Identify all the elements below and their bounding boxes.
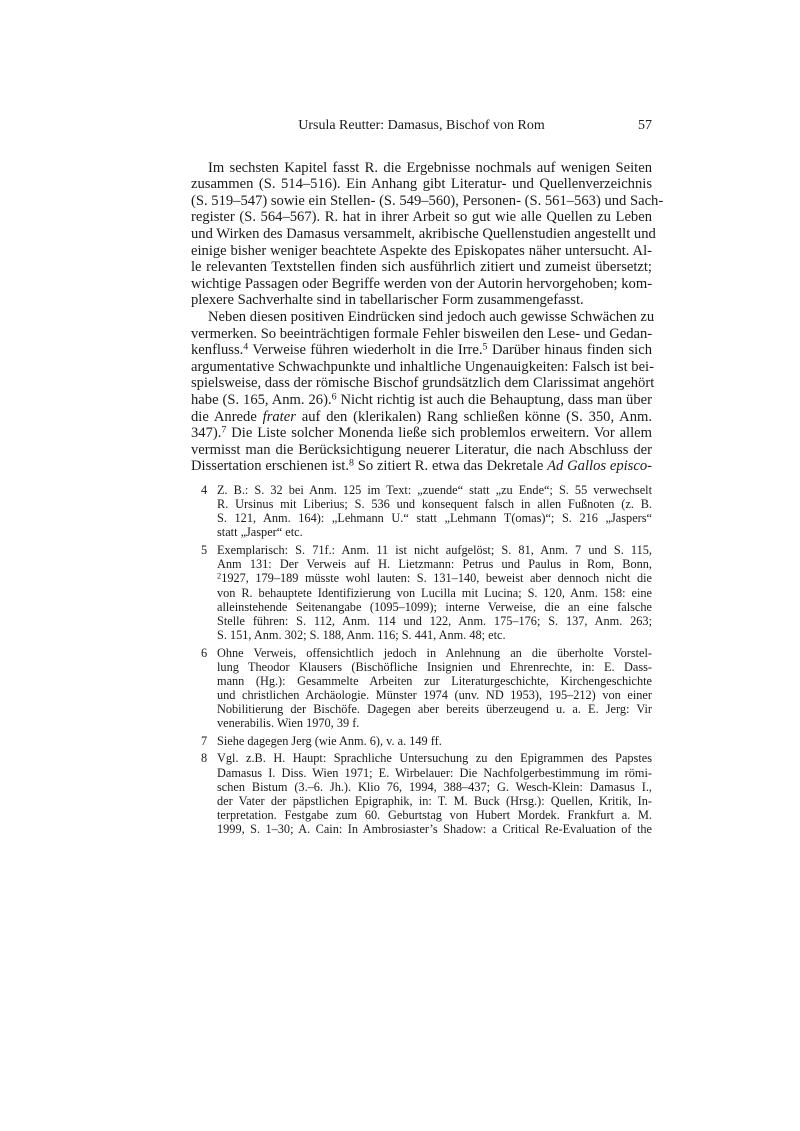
text-run: register (S. 564–567). R. hat in ihrer Arbeit so gut wie alle Quellen zu Leben: [191, 209, 652, 226]
text-run: Anm 131: Der Verweis auf H. Lietzmann: Petrus und Paulus in Rom, Bonn,: [217, 557, 652, 572]
footnote-line: [217, 660, 652, 674]
footnote-8: [191, 751, 652, 836]
footnote-number: 5: [201, 542, 208, 557]
paragraph-1-line: [191, 259, 652, 276]
footnote-marker: 8: [348, 457, 354, 469]
paragraph-2-line: [191, 442, 652, 459]
text-run: statt „Jasper“ etc.: [217, 525, 303, 540]
paragraph-2-line: [191, 309, 655, 326]
text-run: vermerken. So beeinträchtigen formale Fehler bisweilen den Lese- und Gedan-: [191, 325, 653, 342]
page-number: 57: [638, 118, 652, 133]
text-run: kenfluss.: [191, 342, 244, 359]
paragraph-2-line: [191, 425, 652, 442]
footnote-marker: 4: [243, 341, 249, 353]
footnote-line: [217, 702, 652, 716]
footnote-line: [217, 766, 652, 780]
text-run: S. 151, Anm. 302; S. 188, Anm. 116; S. 441, Anm. 48; etc.: [217, 628, 506, 643]
footnote-7: [191, 734, 652, 748]
footnote-text: [217, 734, 652, 748]
footnote-line: [217, 543, 652, 557]
text-run: Darüber hinaus finden sich: [487, 342, 652, 359]
paragraph-1-line: [191, 276, 652, 293]
footnote-line: [217, 822, 652, 836]
text-run: spielsweise, dass der römische Bischof grundsätzlich dem Clarissimat angehört: [191, 375, 655, 392]
paragraph-2-line: [191, 409, 652, 426]
footnote-6: [191, 646, 652, 731]
text-run: terpretation. Festgabe zum 60. Geburtstag von Hubert Mordek. Frankfurt a. M.: [217, 808, 652, 823]
footnote-line: [217, 614, 652, 628]
footnote-marker: 6: [331, 391, 337, 403]
footnote-line: [217, 497, 652, 511]
text-run: von R. behauptete Identifizierung von Lucilla mit Lucina; S. 120, Anm. 158: eine: [217, 585, 652, 600]
running-header: Ursula Reutter: Damasus, Bischof von Rom: [298, 118, 545, 133]
text-run: schen Bistum (3.–6. Jh.). Klio 76, 1994, 388–437; G. Wesch-Klein: Damasus I.,: [217, 779, 652, 794]
text-run: Stelle führen: S. 112, Anm. 114 und 122, Anm. 175–176; S. 137, Anm. 263;: [217, 613, 652, 628]
text-run: argumentative Schwachpunkte und inhaltliche Ungenauigkeiten: Falsch ist bei-: [191, 358, 654, 375]
footnote-line: [217, 751, 652, 765]
footnote-line: [217, 525, 652, 539]
footnote-line: [217, 586, 652, 600]
text-run: R. Ursinus mit Liberius; S. 536 und konsequent falsch in allen Fußnoten (z. B.: [217, 497, 652, 512]
text-run: Siehe dagegen Jerg (wie Anm. 6), v. a. 149 ff.: [217, 733, 442, 748]
paragraph-1-line: [191, 226, 656, 243]
text-run: (S. 519–547) sowie ein Stellen- (S. 549–560), Personen- (S. 561–563) und Sach-: [191, 192, 664, 209]
footnote-text: [217, 646, 652, 731]
footnote-line: [217, 794, 652, 808]
footnote-marker: 2: [217, 571, 222, 581]
text-run: alleinstehende Seitenangabe (1095–1099); interne Verweise, die an eine falsche: [217, 599, 652, 614]
text-run: lung Theodor Klausers (Bischöfliche Insignien und Ehrenrechte, in: E. Dass-: [217, 659, 652, 674]
text-run: mann (Hg.): Gesammelte Arbeiten zur Literaturgeschichte, Kirchengeschichte: [217, 673, 652, 688]
footnote-line: [217, 571, 652, 585]
footnote-text: [217, 543, 652, 642]
text-run: Vgl. z.B. H. Haupt: Sprachliche Untersuchung zu den Epigrammen des Papstes: [217, 751, 652, 766]
text-run: Dissertation erschienen ist.: [191, 458, 349, 475]
text-run: 347).: [191, 425, 222, 442]
text-run: le relevanten Textstellen finden sich ausführlich zitiert und zumeist übersetzt;: [191, 259, 652, 276]
text-run: venerabilis. Wien 1970, 39 f.: [217, 716, 360, 731]
text-run: S. 121, Anm. 164): „Lehmann U.“ statt „Lehmann T(omas)“; S. 216 „Jaspers“: [217, 511, 652, 526]
text-run: und Wirken des Damasus versammelt, akribische Quellenstudien angestellt und: [191, 226, 656, 243]
footnote-line: [217, 780, 652, 794]
footnote-line: [217, 628, 652, 642]
text-run: auf den (klerikalen) Rang schließen könne (S. 350, Anm.: [295, 408, 652, 425]
text-run: Damasus I. Diss. Wien 1971; E. Wirbelauer: Die Nachfolgerbestimmung im römi-: [217, 765, 652, 780]
footnote-number: 4: [201, 482, 208, 497]
text-run: die Anrede: [191, 408, 263, 425]
footnote-line: [217, 808, 652, 822]
footnote-4: [191, 483, 652, 540]
paragraph-1-line: [191, 243, 652, 260]
footnote-line: [217, 688, 652, 702]
footnote-text: [217, 483, 652, 540]
footnote-line: [217, 674, 652, 688]
paragraph-1-line: [191, 192, 664, 210]
italic-text: Ad Gallos episco-: [547, 458, 652, 475]
footnotes: [191, 483, 652, 840]
paragraph-2-line: [191, 342, 652, 359]
paragraph-1-line: [191, 160, 652, 177]
text-run: wichtige Passagen oder Begriffe werden von der Autorin hervorgehoben; kom-: [191, 275, 653, 292]
paragraph-2-line: [191, 392, 652, 409]
footnote-marker: 7: [221, 424, 227, 436]
text-run: plexere Sachverhalte sind in tabellarischer Form zusammengefasst.: [191, 292, 584, 309]
text-run: der Vater der päpstlichen Epigraphik, in: T. M. Buck (Hrsg.): Quellen, Kritik, In-: [217, 794, 652, 809]
text-run: Nobilitierung der Bischöfe. Dagegen aber bereits überzeugend u. a. E. Jerg: Vir: [217, 702, 652, 717]
footnote-line: [217, 511, 652, 525]
text-run: 1999, S. 1–30; A. Cain: In Ambrosiaster’s Shadow: a Critical Re-Evaluation of the: [217, 822, 652, 837]
text-run: habe (S. 165, Anm. 26).: [191, 392, 332, 408]
text-run: Ohne Verweis, offensichtlich jedoch in Anlehnung an die überholte Vorstel-: [217, 645, 652, 660]
text-run: Z. B.: S. 32 bei Anm. 125 im Text: „zuende“ statt „zu Ende“; S. 55 verwechselt: [217, 482, 652, 497]
text-run: zusammen (S. 514–516). Ein Anhang gibt Literatur- und Quellenverzeichnis: [191, 176, 652, 193]
footnote-line: [217, 734, 652, 748]
text-run: Die Liste solcher Monenda ließe sich problemlos erweitern. Vor allem: [226, 425, 652, 442]
footnote-line: [217, 483, 652, 497]
text-run: 1927, 179–189 müsste wohl lauten: S. 131–140, beweist aber dennoch nicht die: [221, 571, 652, 586]
paragraph-2-line: [191, 326, 652, 343]
footnote-number: 8: [201, 751, 208, 766]
paragraph-1-line: [191, 176, 652, 193]
footnote-text: [217, 751, 652, 836]
text-run: Im sechsten Kapitel fasst R. die Ergebnisse nochmals auf wenigen Seiten: [208, 159, 652, 176]
paragraph-1-line: [191, 209, 652, 226]
text-run: Neben diesen positiven Eindrücken sind jedoch auch gewisse Schwächen zu: [208, 309, 655, 326]
footnote-line: [217, 716, 652, 730]
text-run: und christlichen Archäologie. Münster 1974 (unv. ND 1953), 195–212) von einer: [217, 688, 652, 703]
text-run: Nicht richtig ist auch die Behauptung, dass man über: [336, 392, 652, 408]
text-run: Verweise führen wiederholt in die Irre.: [248, 342, 483, 359]
body-text: [191, 159, 664, 475]
footnote-marker: 5: [482, 341, 488, 353]
text-run: Exemplarisch: S. 71f.: Anm. 11 ist nicht aufgelöst; S. 81, Anm. 7 und S. 115,: [217, 542, 652, 557]
footnote-line: [217, 646, 652, 660]
paragraph-2-line: [191, 458, 652, 475]
footnote-5: [191, 543, 652, 642]
paragraph-2-line: [191, 375, 655, 392]
text-run: So zitiert R. etwa das Dekretale: [353, 458, 548, 475]
text-run: einige bisher weniger beachtete Aspekte des Episkopates näher untersucht. Al-: [191, 242, 652, 259]
italic-text: frater: [262, 408, 296, 425]
footnote-line: [217, 557, 652, 571]
paragraph-1-line: [191, 292, 652, 309]
footnote-number: 7: [201, 733, 208, 748]
text-run: vermisst man die Berücksichtigung neuerer Literatur, die nach Abschluss der: [191, 441, 652, 458]
footnote-number: 6: [201, 645, 208, 660]
paragraph-2-line: [191, 359, 652, 376]
footnote-line: [217, 600, 652, 614]
